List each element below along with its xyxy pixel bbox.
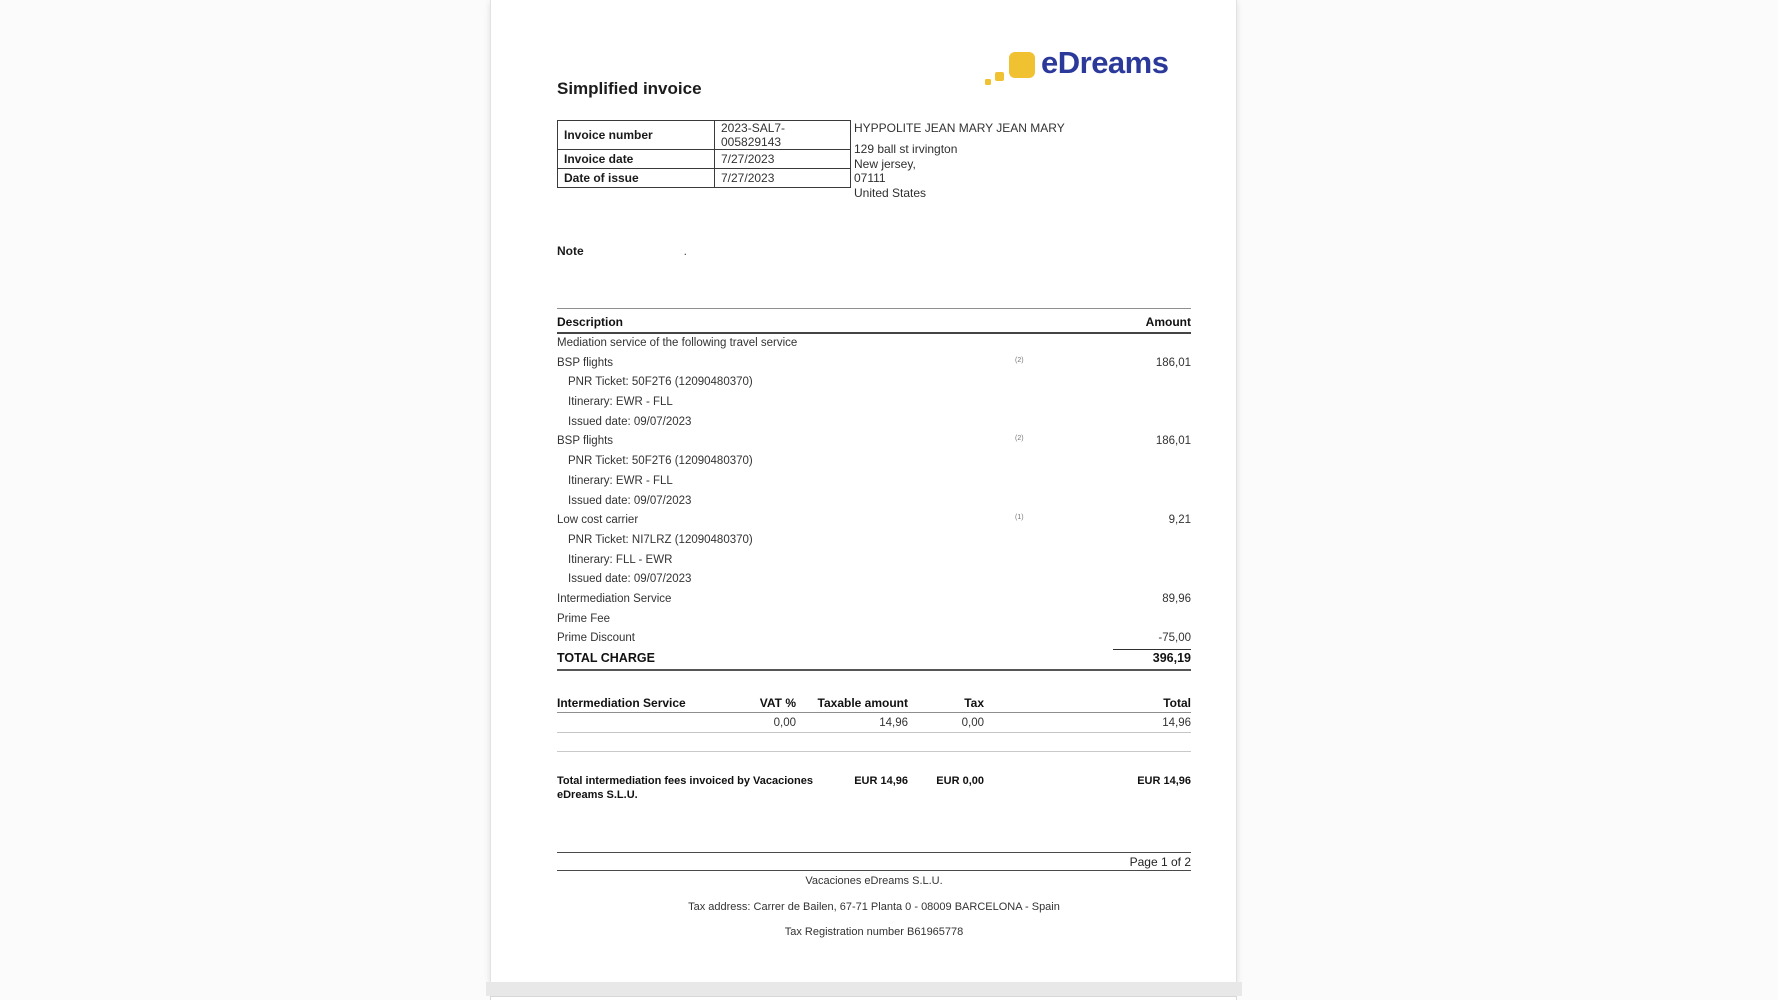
note-section: [557, 244, 687, 258]
item-row: [557, 354, 1191, 374]
total-value: 14,96: [1162, 717, 1191, 729]
tax-value: 0,00: [961, 717, 984, 729]
taxable-amount-value: 14,96: [879, 717, 908, 729]
item-name: Intermediation Service: [557, 592, 672, 605]
vat-percent-value: 0,00: [773, 717, 796, 729]
item-row: [557, 629, 1191, 649]
item-detail-line: Issued date: 09/07/2023: [568, 415, 692, 428]
line-items-header: [557, 308, 1191, 334]
footer-rule-top: [557, 852, 1191, 853]
logo-square-small-icon: [985, 79, 991, 85]
item-amount: 186,01: [1155, 356, 1191, 369]
table-row: [558, 169, 851, 188]
total-header: Total: [1163, 696, 1191, 710]
logo-wordmark: eDreams: [1041, 45, 1169, 80]
meta-value: 7/27/2023: [715, 150, 851, 169]
page-gap: [486, 982, 1242, 996]
invoice-page: [490, 0, 1237, 982]
note-label: Note: [557, 244, 584, 258]
item-row: [557, 432, 1191, 452]
item-row: [557, 511, 1191, 531]
item-footnote-marker: (2): [1015, 435, 1024, 443]
meta-value: 7/27/2023: [715, 169, 851, 188]
vat-totals-row: [557, 775, 1191, 802]
footer-tax-registration: Tax Registration number B61965778: [784, 926, 964, 938]
item-footnote-marker: (2): [1015, 356, 1024, 364]
customer-name: HYPPOLITE JEAN MARY JEAN MARY: [854, 121, 1065, 135]
customer-address-block: [854, 121, 1065, 201]
tax-header: Tax: [964, 696, 984, 710]
vat-header-row: [557, 695, 1191, 713]
item-detail-line: Itinerary: EWR - FLL: [568, 474, 673, 487]
footer-tax-address: Tax address: Carrer de Bailen, 67-71 Planta 0 - 08009 BARCELONA - Spain: [688, 901, 1060, 913]
line-items-rows: [557, 334, 1191, 669]
item-detail-line: PNR Ticket: 50F2T6 (12090480370): [568, 455, 753, 468]
page-number: Page 1 of 2: [1129, 855, 1191, 869]
description-header: Description: [557, 315, 624, 329]
vat-percent-header: VAT %: [759, 696, 796, 710]
item-name: BSP flights: [557, 356, 614, 369]
note-value: .: [683, 244, 688, 258]
vat-spacer-rule: [557, 733, 1191, 752]
item-detail-line: Issued date: 09/07/2023: [568, 494, 692, 507]
amount-header: Amount: [1145, 315, 1191, 329]
document-title: Simplified invoice: [557, 79, 702, 98]
vat-totals-taxable: EUR 14,96: [854, 775, 908, 787]
vat-data-row: [557, 713, 1191, 733]
logo-square-medium-icon: [995, 72, 1004, 81]
item-name: Low cost carrier: [557, 514, 639, 527]
total-charge-amount: 396,19: [1152, 651, 1191, 665]
table-row: [558, 150, 851, 169]
footer-rule-bottom: [557, 870, 1191, 871]
customer-address-line: 129 ball st irvington: [854, 142, 958, 156]
line-items-table: [557, 308, 1191, 671]
footer-company: Vacaciones eDreams S.L.U.: [805, 875, 943, 887]
item-amount: 9,21: [1168, 514, 1191, 527]
item-detail-line: Issued date: 09/07/2023: [568, 573, 692, 586]
edreams-logo: [983, 42, 1173, 94]
item-detail-line: PNR Ticket: 50F2T6 (12090480370): [568, 376, 753, 389]
item-amount: -75,00: [1158, 632, 1191, 645]
item-amount: 89,96: [1162, 592, 1191, 605]
items-intro-line: Mediation service of the following travel service: [557, 337, 798, 349]
total-charge-label: TOTAL CHARGE: [557, 651, 655, 665]
item-detail-line: Itinerary: FLL - EWR: [568, 553, 673, 566]
vat-summary-table: [557, 695, 1191, 802]
invoice-meta-table: [557, 120, 851, 188]
meta-label: Invoice date: [558, 150, 715, 169]
vat-totals-total: EUR 14,96: [1137, 775, 1191, 787]
vat-totals-tax: EUR 0,00: [936, 775, 984, 787]
item-footnote-marker: (1): [1015, 514, 1024, 522]
next-page-edge: [490, 996, 1237, 1000]
total-charge-row: [557, 649, 1191, 669]
item-name: BSP flights: [557, 435, 614, 448]
item-detail-line: Itinerary: EWR - FLL: [568, 396, 673, 409]
meta-value: 2023-SAL7-005829143: [715, 121, 851, 150]
vat-service-header: Intermediation Service: [557, 696, 686, 710]
taxable-amount-header: Taxable amount: [817, 696, 908, 710]
customer-address-line: New jersey,: [854, 156, 916, 171]
meta-label: Date of issue: [558, 169, 715, 188]
customer-address-line: United States: [854, 186, 927, 201]
logo-square-large-icon: [1009, 52, 1035, 78]
item-detail-line: PNR Ticket: NI7LRZ (12090480370): [568, 533, 753, 546]
vat-totals-label: Total intermediation fees invoiced by Vacaciones eDreams S.L.U.: [557, 775, 813, 801]
table-row: [558, 121, 851, 150]
item-amount: 186,01: [1155, 435, 1191, 448]
item-name: Prime Discount: [557, 632, 635, 645]
item-name: Prime Fee: [557, 612, 611, 625]
meta-label: Invoice number: [558, 121, 715, 150]
item-row: [557, 610, 1191, 630]
item-row: [557, 590, 1191, 610]
customer-address-line: 07111: [854, 171, 886, 186]
